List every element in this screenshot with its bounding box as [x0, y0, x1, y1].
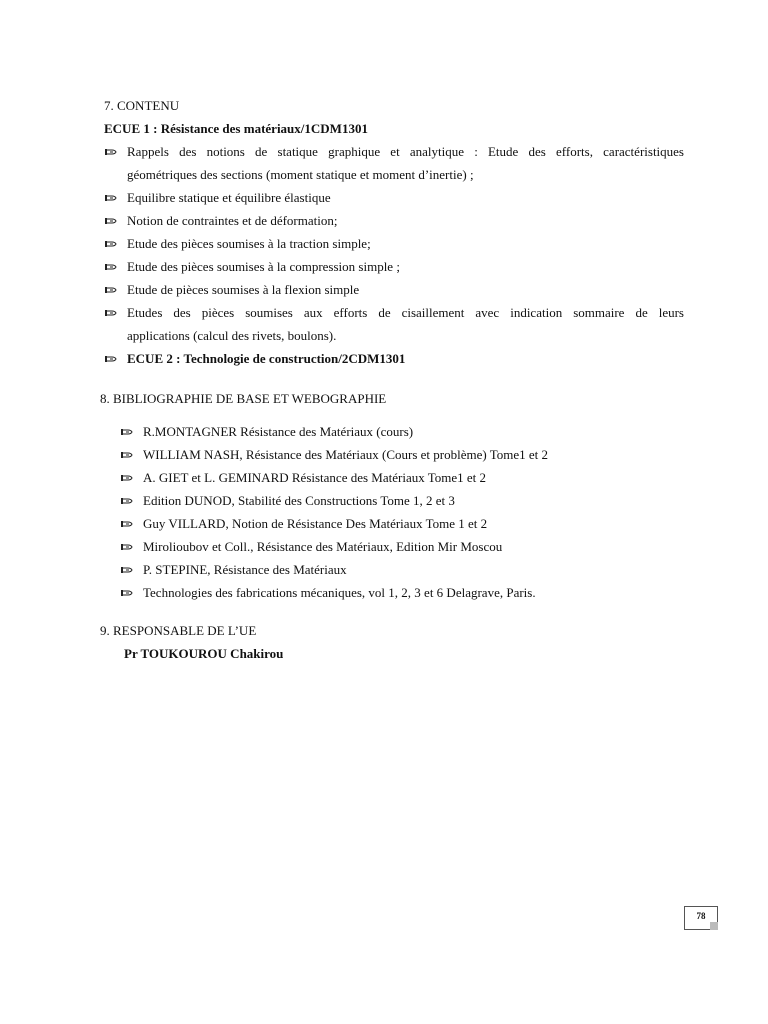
list-item-continuation: géométriques des sections (moment statique et moment d’inertie) ; [127, 167, 474, 182]
list-item: Etude de pièces soumises à la flexion simple [127, 282, 360, 297]
pointing-hand-icon [104, 351, 120, 367]
pointing-hand-icon [104, 144, 120, 160]
list-item: Etude des pièces soumises à la compression simple ; [127, 259, 400, 274]
pointing-hand-icon [120, 493, 136, 509]
bibliography-item: R.MONTAGNER Résistance des Matériaux (cours) [143, 424, 414, 439]
pointing-hand-icon [104, 213, 120, 229]
bibliography-item: WILLIAM NASH, Résistance des Matériaux (Cours et problème) Tome1 et 2 [143, 447, 548, 462]
bibliography-item: A. GIET et L. GEMINARD Résistance des Matériaux Tome1 et 2 [143, 470, 487, 485]
pointing-hand-icon [120, 562, 136, 578]
list-item: Etude des pièces soumises à la traction simple; [127, 236, 371, 251]
section-7-heading: 7. CONTENU [104, 98, 180, 113]
bibliography-item: Edition DUNOD, Stabilité des Constructions Tome 1, 2 et 3 [143, 493, 455, 508]
list-item: Etudes des pièces soumises aux efforts de cisaillement avec indication sommaire de leurs [127, 305, 684, 320]
bibliography-item: P. STEPINE, Résistance des Matériaux [143, 562, 347, 577]
pointing-hand-icon [120, 447, 136, 463]
bibliography-item: Guy VILLARD, Notion de Résistance Des Matériaux Tome 1 et 2 [143, 516, 488, 531]
bibliography-item: Technologies des fabrications mécaniques, vol 1, 2, 3 et 6 Delagrave, Paris. [143, 585, 536, 600]
pointing-hand-icon [104, 305, 120, 321]
pointing-hand-icon [120, 424, 136, 440]
list-item: Rappels des notions de statique graphique et analytique : Etude des efforts, caractéristiques [127, 144, 684, 159]
page-number: 78 [696, 911, 706, 921]
ecue1-title: ECUE 1 : Résistance des matériaux/1CDM1301 [104, 121, 368, 136]
page-fold-corner [710, 922, 718, 930]
list-item: Notion de contraintes et de déformation; [127, 213, 338, 228]
list-item: Equilibre statique et équilibre élastique [127, 190, 331, 205]
page-number-badge [684, 906, 718, 930]
section-9-heading: 9. RESPONSABLE DE L’UE [100, 623, 257, 638]
responsible-name: Pr TOUKOUROU Chakirou [124, 646, 284, 661]
ecue2-title: ECUE 2 : Technologie de construction/2CDM1301 [127, 351, 406, 366]
pointing-hand-icon [104, 259, 120, 275]
pointing-hand-icon [120, 585, 136, 601]
pointing-hand-icon [120, 539, 136, 555]
pointing-hand-icon [104, 282, 120, 298]
pointing-hand-icon [104, 236, 120, 252]
list-item-continuation: applications (calcul des rivets, boulons). [127, 328, 337, 343]
pointing-hand-icon [120, 470, 136, 486]
bibliography-item: Mirolioubov et Coll., Résistance des Matériaux, Edition Mir Moscou [143, 539, 503, 554]
section-8-heading: 8. BIBLIOGRAPHIE DE BASE ET WEBOGRAPHIE [100, 391, 387, 406]
pointing-hand-icon [104, 190, 120, 206]
pointing-hand-icon [120, 516, 136, 532]
